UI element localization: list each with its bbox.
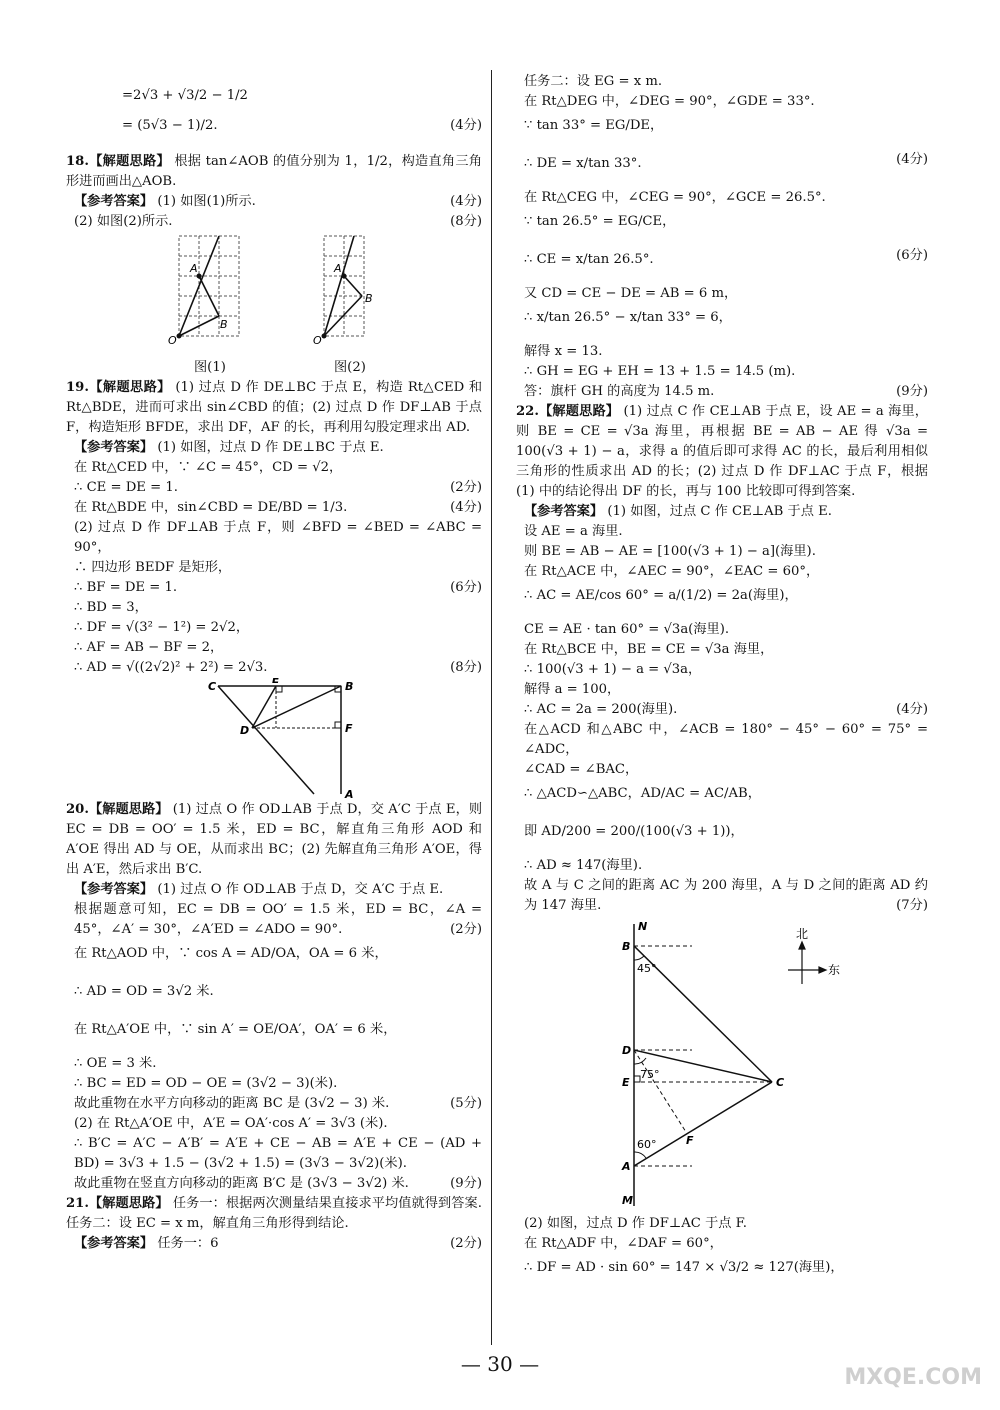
- q19-answer-line: (2) 过点 D 作 DF⊥AB 于点 F，则 ∠BFD = ∠BED = ∠ABC = 90°，: [74, 520, 482, 555]
- svg-text:B: B: [220, 318, 228, 331]
- q21-cont-line: 在 Rt△CEG 中，∠CEG = 90°，∠GCE = 26.5°.: [524, 190, 826, 205]
- q22-answer-line: ∠CAD = ∠BAC，: [524, 762, 639, 777]
- q20-answer-line: 在 Rt△A′OE 中，∵ sin A′ = OE/OA′，OA′ = 6 米，: [74, 1022, 397, 1037]
- q21-cont-line: 在 Rt△DEG 中，∠DEG = 90°，∠GDE = 33°.: [524, 94, 815, 109]
- svg-text:B: B: [345, 680, 354, 693]
- svg-text:D: D: [240, 724, 250, 737]
- svg-text:A: A: [190, 262, 198, 275]
- q20-answer-line: (2) 在 Rt△A′OE 中，A′E = OA′·cos A′ = 3√3 (米).: [74, 1116, 388, 1131]
- q22-answer-line: 在 Rt△ACE 中，∠AEC = 90°，∠EAC = 60°，: [524, 564, 820, 579]
- svg-text:M: M: [622, 1194, 633, 1207]
- q19-answer-line: ∴ CE = DE = 1. (2分): [74, 480, 482, 495]
- figure-2-grid: [324, 236, 364, 336]
- svg-text:F: F: [345, 722, 353, 735]
- q20-answer-line: ∴ B′C = A′C − A′B′ = A′E + CE − AB = A′E + CE − (AD + BD) = 3√3 + 1.5 − (3√2 + 1.5) = (3√3 − 3√2)(米).: [74, 1136, 482, 1171]
- q20-answer-line: 【参考答案】 (1) 过点 O 作 OD⊥AB 于点 D，交 A′C 于点 E.: [74, 882, 444, 897]
- q22-answer-line: 则 BE = AB − AE = [100(√3 + 1) − a](海里).: [524, 544, 816, 559]
- q22-answer-line: 在△ACD 和△ABC 中，∠ACB = 180° − 45° − 60° = 75° = ∠ADC，: [524, 722, 928, 757]
- q21-cont-line: 任务二：设 EG = x m.: [524, 74, 663, 89]
- q20-answer-line: ∴ BC = ED = OD − OE = (3√2 − 3)(米).: [74, 1076, 338, 1091]
- q22-figure: [516, 916, 928, 1214]
- svg-text:A: A: [622, 1160, 631, 1173]
- q19-answer-line: ∴ 四边形 BEDF 是矩形，: [74, 560, 232, 575]
- q22-answer-line: ∴ △ACD∽△ABC，AD/AC = AC/AB，: [524, 786, 761, 801]
- q22-after-line: 在 Rt△ADF 中，∠DAF = 60°，: [524, 1236, 723, 1251]
- q19-answer-line: 在 Rt△BDE 中，sin∠CBD = DE/BD = 1/3. (4分): [74, 500, 482, 515]
- q18-grid-figures: [66, 232, 482, 358]
- compass-east: 东: [828, 963, 841, 977]
- q21-cont-line: ∴ CE = x/tan 26.5°. (6分): [524, 248, 928, 267]
- q22-answer-line: ∴ AD ≈ 147(海里).: [524, 858, 643, 873]
- compass-icon: [788, 942, 826, 984]
- q22-answer-line: CE = AE · tan 60° = √3a(海里).: [524, 622, 730, 637]
- q22-answer-line: 即 AD/200 = 200/(100(√3 + 1))，: [524, 824, 744, 839]
- caption-figure-2: 图(2): [334, 360, 366, 375]
- q20-answer-line: ∴ OE = 3 米.: [74, 1056, 157, 1071]
- q22-answer-line: 故 A 与 C 之间的距离 AC 为 200 海里，A 与 D 之间的距离 AD 约为 147 海里. (7分): [524, 878, 928, 913]
- q20-answer-line: 故此重物在水平方向移动的距离 BC 是 (3√2 − 3) 米. (5分): [74, 1096, 482, 1111]
- svg-text:E: E: [622, 1076, 630, 1089]
- svg-text:F: F: [686, 1134, 694, 1147]
- left-column: [66, 72, 482, 1254]
- q21-cont-line: ∵ tan 26.5° = EG/CE，: [524, 214, 676, 229]
- q19-triangle-figure: [66, 678, 482, 800]
- q22-answer-line: 在 Rt△BCE 中，BE = CE = √3a 海里，: [524, 642, 774, 657]
- svg-text:D: D: [622, 1044, 632, 1057]
- svg-text:N: N: [638, 920, 648, 933]
- q18-figures: [66, 232, 482, 358]
- caption-figure-1: 图(1): [194, 360, 226, 375]
- q19-answer-line: 【参考答案】 (1) 如图，过点 D 作 DE⊥BC 于点 E.: [74, 440, 384, 455]
- compass-north: 北: [796, 927, 809, 941]
- q20-answer-line: 故此重物在竖直方向移动的距离 B′C 是 (3√3 − 3√2) 米. (9分): [74, 1176, 482, 1191]
- q20-answer-line: ∴ AD = OD = 3√2 米.: [74, 984, 214, 999]
- q21-cont-line: ∴ x/tan 26.5° − x/tan 33° = 6，: [524, 310, 732, 325]
- q21-cont-line: ∴ DE = x/tan 33°. (4分): [524, 152, 928, 171]
- svg-text:O: O: [313, 334, 322, 347]
- q19-idea: 19.【解题思路】 (1) 过点 D 作 DE⊥BC 于点 E，构造 Rt△CED 和 Rt△BDE，进而可求出 sin∠CBD 的值；(2) 过点 D 作 DF⊥AB 于点 F，构造矩形 BFDE，求出 DF，AF 的长，再利用勾股定理求出 AD.: [66, 380, 483, 435]
- q22-after-line: (2) 如图，过点 D 作 DF⊥AC 于点 F.: [524, 1216, 747, 1231]
- watermark-logo: MXQE.COM: [844, 1365, 982, 1390]
- q22-answer-line: ∴ AC = 2a = 200(海里). (4分): [524, 702, 928, 717]
- q22-navigation-diagram: [516, 916, 928, 1214]
- q18-captions: [66, 358, 482, 378]
- q22-answer-line: ∴ AC = AE/cos 60° = a/(1/2) = 2a(海里)，: [524, 588, 798, 603]
- q21-answer-1: 【参考答案】 任务一：6 (2分): [74, 1236, 482, 1251]
- q18-answer-2: (2) 如图(2)所示. (8分): [74, 214, 482, 229]
- q21-idea: 21.【解题思路】 任务一：根据两次测量结果直接求平均值就得到答案. 任务二：设 EC = x m，解直角三角形得到结论.: [66, 1196, 482, 1231]
- q21-cont-line: 答：旗杆 GH 的高度为 14.5 m. (9分): [524, 384, 928, 399]
- q19-answer-line: ∴ AF = AB − BF = 2，: [74, 640, 224, 655]
- q21-cont-line: 解得 x = 13.: [524, 344, 603, 359]
- q21-cont-line: 又 CD = CE − DE = AB = 6 m，: [524, 286, 738, 301]
- q22-answer-line: 【参考答案】 (1) 如图，过点 C 作 CE⊥AB 于点 E.: [524, 504, 832, 519]
- svg-text:B: B: [365, 292, 373, 305]
- right-column: [516, 72, 928, 1292]
- q21-cont-line: ∴ GH = EG + EH = 13 + 1.5 = 14.5 (m).: [524, 364, 796, 379]
- q19-answer-line: ∴ AD = √((2√2)² + 2²) = 2√3. (8分): [74, 660, 482, 675]
- svg-text:75°: 75°: [640, 1068, 660, 1081]
- q19-answer-line: ∴ DF = √(3² − 1²) = 2√2，: [74, 620, 250, 635]
- svg-text:B: B: [622, 940, 631, 953]
- q22-after-line: ∴ DF = AD · sin 60° = 147 × √3/2 ≈ 127(海里)，: [524, 1260, 844, 1275]
- svg-text:O: O: [168, 334, 177, 347]
- q19-answer-line: ∴ BF = DE = 1. (6分): [74, 580, 482, 595]
- q18-idea: 18.【解题思路】 根据 tan∠AOB 的值分别为 1，1/2，构造直角三角形进而画出△AOB.: [66, 154, 482, 189]
- top-line-2: = (5√3 − 1)/2. (4分): [122, 118, 482, 133]
- svg-text:E: E: [272, 678, 280, 686]
- q21-cont-line: ∵ tan 33° = EG/DE，: [524, 118, 664, 133]
- figure-2-triangle: [324, 236, 362, 336]
- q22-answer-line: 设 AE = a 海里.: [524, 524, 623, 539]
- q22-answer-line: 解得 a = 100，: [524, 682, 621, 697]
- q22-idea: 22.【解题思路】 (1) 过点 C 作 CE⊥AB 于点 E，设 AE = a 海里，则 BE = CE = √3a 海里，再根据 BE = AB − AE 得 √3a = 100(√3 + 1) − a，求得 a 的值后即可求得 AC 的长，最后利用相似三角形的性质求出 AD 的长；(2) 过点 D 作 DF⊥AC 于点 F，根据 (1) 中的结论得出 DF 的长，再与 100 比较即可得到答案.: [516, 404, 928, 499]
- page-number: — 30 —: [460, 1352, 540, 1376]
- q19-answer-line: ∴ BD = 3，: [74, 600, 148, 615]
- svg-text:60°: 60°: [637, 1138, 657, 1151]
- q20-idea: 20.【解题思路】 (1) 过点 O 作 OD⊥AB 于点 D，交 A′C 于点 E，则 EC = DB = OO′ = 1.5 米，ED = BC，解直角三角形 AOD 和 A′OE 得出 AD 与 OE，从而求出 BC；(2) 先解直角三角形 A′OE，得出 A′E，然后求出 B′C.: [66, 802, 483, 877]
- svg-text:A: A: [334, 262, 342, 275]
- svg-text:C: C: [776, 1076, 785, 1089]
- svg-text:A: A: [345, 788, 354, 800]
- q18-answer-1: 【参考答案】 (1) 如图(1)所示. (4分): [74, 194, 482, 209]
- q22-answer-line: ∴ 100(√3 + 1) − a = √3a，: [524, 662, 702, 677]
- q20-answer-line: 根据题意可知，EC = DB = OO′ = 1.5 米，ED = BC，∠A = 45°，∠A′ = 30°，∠A′ED = ∠ADO = 90°. (2分): [74, 902, 482, 937]
- svg-text:C: C: [208, 680, 217, 693]
- q19-figure: [66, 678, 482, 800]
- column-divider: [491, 70, 492, 1345]
- q20-answer-line: 在 Rt△AOD 中，∵ cos A = AD/OA，OA = 6 米，: [74, 946, 388, 961]
- q19-answer-line: 在 Rt△CED 中，∵ ∠C = 45°，CD = √2，: [74, 460, 343, 475]
- svg-text:45°: 45°: [637, 962, 657, 975]
- top-line-1: =2√3 + √3/2 − 1/2: [122, 88, 248, 103]
